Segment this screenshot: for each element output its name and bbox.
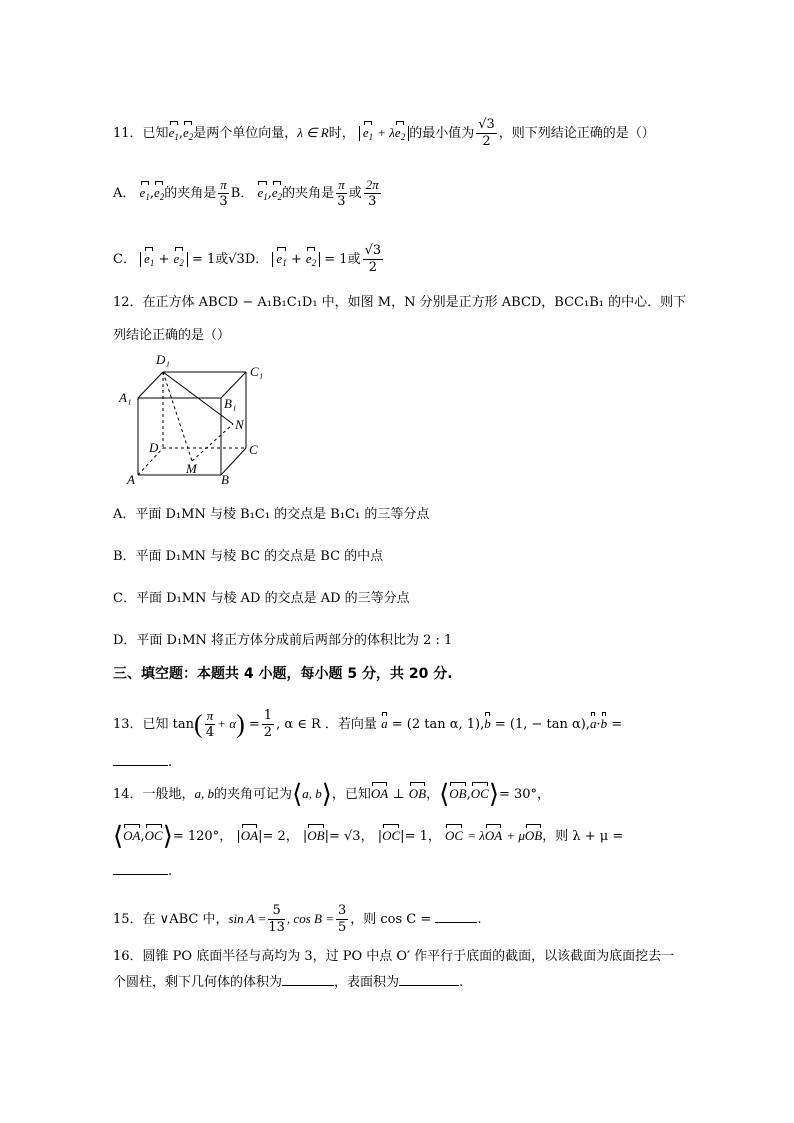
q12-option-d: D．平面 D₁MN 将正方体分成前后两部分的体积比为 2 : 1 [113, 633, 453, 648]
q14-text: 的夹角可记为 [214, 787, 293, 802]
q13-answer-line: . [113, 753, 172, 773]
fraction-pi-over-3: $\frac{\pi}{3}$ [337, 177, 346, 209]
fraction-sqrt3-over-2: $\frac{√3}{2}$ [478, 117, 495, 149]
q15-text: 15．在 ∨ABC 中， [113, 912, 229, 927]
q16-line2: 个圆柱，剩下几何体的体积为 ，表面积为 . [113, 975, 464, 990]
fraction-2pi-over-3: $\frac{2\pi}{3}$ [365, 177, 379, 209]
label-D1: D₁ [156, 352, 170, 367]
q13-line: 13．已知 tan( $\frac{\pi}{4}$ + α) = $\frac{1}{2}$ , α ∈ R ．若向量 a = (2 tan α, 1),b = (1, − tan α),a·b = [113, 708, 623, 740]
answer-blank[interactable] [435, 922, 477, 923]
q11-text: 已知 [142, 126, 169, 141]
q11-options-ab: A． $e_1,e_2$的夹角是 $\frac{\pi}{3}$ B． $e_1,e_2$的夹角是 $\frac{\pi}{3}$ 或 $\frac{2\pi}{3}$ [113, 177, 379, 209]
fraction-pi-over-3: $\frac{\pi}{3}$ [219, 177, 228, 209]
q16-text: 个圆柱，剩下几何体的体积为 [113, 975, 283, 990]
or-text: 或 [348, 186, 362, 201]
volume-answer-blank[interactable] [282, 985, 334, 986]
q14-line1: 14．一般地，a, b的夹角可记为⟨a, b⟩，已知OA ⊥ OB，⟨OB,OC⟩= 30°， [113, 779, 551, 809]
q14-line2: ⟨OA,OC⟩= 120°， |OA|= 2， |OB|= √3， |OC|= 1， OC = λOA + μOB，则 λ + μ = [113, 821, 624, 851]
label-C1: C₁ [250, 364, 264, 379]
fraction-1-over-2: $\frac{1}{2}$ [263, 708, 273, 740]
lambda-condition: λ ∈ R [297, 125, 329, 140]
option-b-text: 的夹角是 [282, 186, 335, 201]
vector-b: b [484, 714, 491, 734]
q11-text: ，则下列结论正确的是（） [498, 126, 655, 141]
answer-blank[interactable] [113, 874, 168, 875]
label-D: D [149, 440, 159, 455]
q12-option-b: B．平面 D₁MN 与棱 BC 的交点是 BC 的中点 [113, 549, 384, 564]
q12-option-a: A．平面 D₁MN 与棱 B₁C₁ 的交点是 B₁C₁ 的三等分点 [113, 507, 430, 522]
label-M: M [186, 461, 197, 476]
q13-text: = (2 tan α, 1), [391, 717, 485, 732]
q14-answer-line: . [113, 862, 172, 882]
surface-area-answer-blank[interactable] [399, 985, 459, 986]
option-b-label: B． [230, 186, 254, 201]
option-d-label: D． [244, 252, 269, 267]
fraction-5-over-13: $\frac{5}{13}$ [268, 903, 285, 935]
question-number: 11． [113, 126, 143, 141]
q16-text: ，表面积为 [334, 975, 400, 990]
fraction-3-over-5: $\frac{3}{5}$ [337, 903, 347, 935]
option-d-text: = 1或 [324, 252, 361, 267]
option-a-text: 的夹角是 [164, 186, 217, 201]
q16-line1: 16．圆锥 PO 底面半径与高均为 3，过 PO 中点 O′ 作平行于底面的截面，以该截面为底面挖去一 [113, 949, 675, 964]
label-N: N [235, 417, 244, 432]
norm-sum: $e_1 + e_2$ [140, 252, 188, 267]
vector-e2: $e_2$ [183, 123, 193, 147]
option-a-label: A． [113, 186, 136, 201]
cube-figure [113, 350, 273, 490]
norm-expression: $e_1 + \lambda e_2$ [359, 126, 409, 141]
q12-option-c: C．平面 D₁MN 与棱 AD 的交点是 AD 的三等分点 [113, 591, 410, 606]
q15-line: 15．在 ∨ABC 中，sin A = $\frac{5}{13}$ , cos B = $\frac{3}{5}$ ，则 cos C = . [113, 903, 482, 935]
label-B: B [221, 472, 229, 487]
norm-sum: $e_1 + e_2$ [272, 252, 320, 267]
q11-options-cd [113, 243, 385, 276]
option-c-label: C． [113, 252, 136, 267]
label-B1: B₁ [224, 396, 237, 411]
fraction-sqrt3-over-2: $\frac{√3}{2}$ [364, 243, 382, 275]
q13-text: , α ∈ R ．若向量 [276, 717, 377, 732]
q13-text: 13．已知 tan [113, 717, 195, 732]
q11-text: 时， [328, 126, 355, 141]
sqrt3: √3 [228, 252, 245, 267]
label-A1: A₁ [119, 390, 132, 405]
answer-blank[interactable] [113, 765, 168, 766]
q12-line2: 列结论正确的是（） [113, 328, 231, 343]
vector-e1: $e_1$ [169, 123, 179, 147]
section-heading: 三、填空题：本题共 4 小题，每小题 5 分，共 20 分. [113, 666, 453, 682]
q15-text: ，则 cos C = [350, 912, 432, 927]
vectors-a-b: a, b [194, 786, 215, 801]
vector-a: a [381, 714, 388, 734]
fraction-pi-over-4: $\frac{\pi}{4}$ [205, 708, 215, 740]
label-A: A [127, 472, 135, 487]
q14-text: ，已知 [331, 787, 371, 802]
q11-text: 的最小值为 [409, 126, 475, 141]
option-c-text: = 1或 [191, 252, 229, 267]
q14-text: 14．一般地， [113, 787, 195, 802]
q11-text: 是两个单位向量， [193, 126, 298, 141]
label-C: C [249, 442, 258, 457]
q12-line1: 12．在正方体 ABCD − A₁B₁C₁D₁ 中，如图 M，N 分别是正方形 ABCD，BCC₁B₁ 的中心．则下 [113, 295, 687, 310]
q13-text: = (1, − tan α), [494, 717, 590, 732]
q11-line: 11．已知$e_1,e_2$是两个单位向量，λ ∈ R时， $e_1 + \lambda e_2$ 的最小值为 $\frac{√3}{2}$ ，则下列结论正确的是（） [113, 117, 655, 149]
